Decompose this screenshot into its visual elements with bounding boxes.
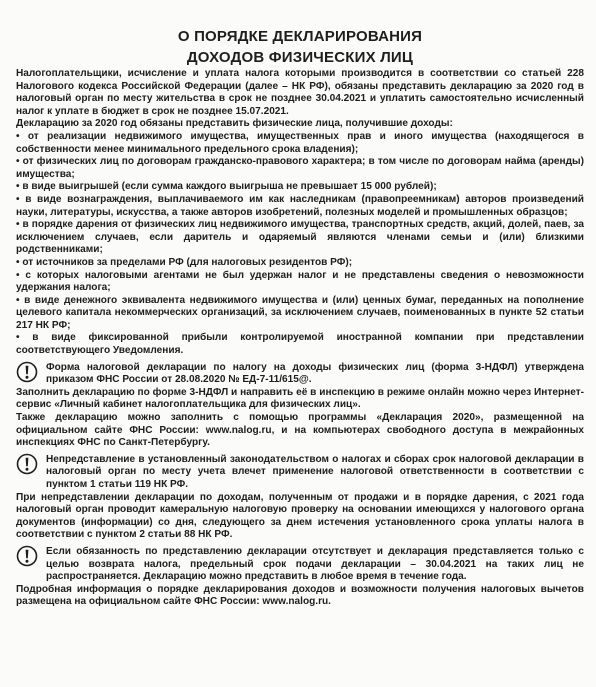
list-item: • от источников за пределами РФ (для налоговых резидентов РФ); [16,256,353,268]
footer-paragraph: Подробная информация о порядке декларирования доходов и возможности получения налоговых вычетов размещена на официальном сайте ФНС России: www.nalog.ru. [16,583,584,608]
list-item: • в виде вознаграждения, выплачиваемого им как наследникам (правопреемникам) авторов произведений науки, литературы, искусства, а также авторов изобретений, полезных моделей и промышленных образцов; [16,193,584,218]
warning-form-notice [16,362,584,387]
title-line-1: О ПОРЯДКЕ ДЕКЛАРИРОВАНИЯ [177,28,423,45]
income-list [16,131,584,358]
list-item: • с которых налоговыми агентами не был удержан налог и не представлены сведения о невозможности удержания налога; [16,269,584,294]
title-line-2: ДОХОДОВ ФИЗИЧЕСКИХ ЛИЦ [186,49,414,66]
list-item: • от реализации недвижимого имущества, имущественных прав и иного имущества (находящегося в собственности менее минимального предельного срока владения); [16,130,584,155]
document-body [16,68,584,609]
intro-paragraph: Налогоплательщики, исчисление и уплата налога которыми производится в соответствии со статьей 228 Налогового кодекса Российской Федерации (далее – НК РФ), обязаны представить декларацию за 2020 год в налоговый орган по месту жительства в срок не позднее 30.04.2021 и уплатить самостоятельно исчисленный налог к уплате в бюджет в срок не позднее 15.07.2021. [16,68,584,117]
online-paragraph: Заполнить декларацию по форме 3-НДФЛ и направить её в инспекцию в режиме онлайн можно через Интернет-сервис «Личный кабинет налогоплательщика для физических лиц». [16,386,584,411]
list-item: • в виде денежного эквивалента недвижимого имущества и (или) ценных бумаг, переданных на пополнение целевого капитала некоммерческих организаций, за исключением случаев, поименованных в пункте 52 статьи 217 НК РФ; [16,294,584,331]
list-item: • в порядке дарения от физических лиц недвижимого имущества, транспортных средств, акций, долей, паев, за исключением случаев, если даритель и одаряемый являются членами семьи и (или) близкими родственниками; [16,219,584,256]
program-paragraph: Также декларацию можно заполнить с помощью программы «Декларация 2020», размещенной на официальном сайте ФНС России: www.nalog.ru, и на компьютерах свободного доступа в межрайонных инспекциях ФНС по Санкт-Петербургу. [16,412,584,449]
warning-form-text: Форма налоговой декларации по налогу на доходы физических лиц (форма 3-НДФЛ) утверждена приказом ФНС России от 28.08.2020 № ЕД-7-11/615@. [46,361,584,386]
audit-paragraph: При непредставлении декларации по доходам, полученным от продажи и в порядке дарения, с 2021 года налоговый орган проводит камеральную налоговую проверку на основании имеющихся у налогового органа документов (информации) со дня, следующего за днем истечения установленного срока уплаты налога в соответствии с пунктом 2 статьи 88 НК РФ. [16,491,584,541]
exclamation-circle-icon [16,361,38,383]
warning-penalty-notice [16,454,584,492]
list-item: • в виде фиксированной прибыли контролируемой иностранной компании при представлении соответствующего Уведомления. [16,332,584,357]
warning-refund-text: Если обязанность по представлению декларации отсутствует и декларация представляется только с целью возврата налога, предельный срок подачи декларации – 30.04.2021 на таких лиц не распространяется. Декларацию можно представить в любое время в течение года. [46,545,584,583]
warning-refund-notice [16,546,584,584]
warning-penalty-text: Непредставление в установленный законодательством о налогах и сборах срок налоговой декларации в налоговый орган по месту учета влечет применение налоговой ответственности в соответствии с пунктом 1 статьи 119 НК РФ. [46,453,584,490]
exclamation-circle-icon [16,545,38,567]
page-title [16,26,584,68]
income-lead: Декларацию за 2020 год обязаны представить физические лица, получившие доходы: [16,118,453,130]
exclamation-circle-icon [16,453,38,475]
list-item: • в виде выигрышей (если сумма каждого выигрыша не превышает 15 000 рублей); [16,181,437,193]
list-item: • от физических лиц по договорам гражданско-правового характера; в том числе по договорам найма (аренды) имущества; [16,156,584,180]
